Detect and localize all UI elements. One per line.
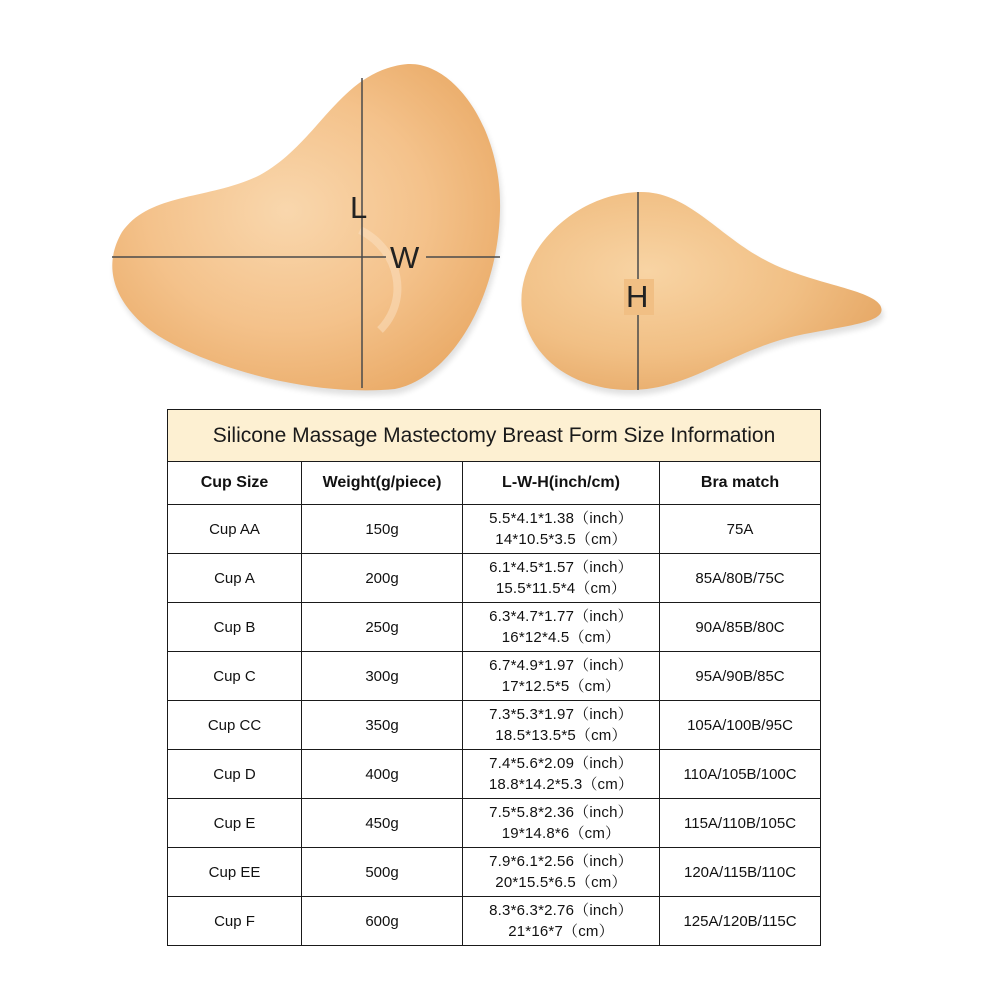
bra-match-cell: 85A/80B/75C bbox=[660, 554, 821, 603]
bra-match-cell: 75A bbox=[660, 505, 821, 554]
weight-cell: 250g bbox=[302, 603, 463, 652]
weight-cell: 200g bbox=[302, 554, 463, 603]
table-row bbox=[168, 652, 821, 701]
breast-form-side-view bbox=[521, 192, 883, 395]
table-row bbox=[168, 603, 821, 652]
dimensions-inch: 8.3*6.3*2.76（inch） bbox=[489, 902, 633, 919]
weight-cell: 150g bbox=[302, 505, 463, 554]
length-label: L bbox=[350, 190, 368, 225]
table-title: Silicone Massage Mastectomy Breast Form Size Information bbox=[168, 410, 821, 462]
dimensions-inch: 7.3*5.3*1.97（inch） bbox=[489, 706, 633, 723]
cup-size-cell: Cup A bbox=[168, 554, 302, 603]
height-label: H bbox=[626, 279, 649, 314]
table-row bbox=[168, 897, 821, 946]
bra-match-cell: 105A/100B/95C bbox=[660, 701, 821, 750]
header-weight: Weight(g/piece) bbox=[302, 462, 463, 505]
bra-match-cell: 125A/120B/115C bbox=[660, 897, 821, 946]
dimensions-inch: 6.1*4.5*1.57（inch） bbox=[489, 559, 633, 576]
cup-size-cell: Cup EE bbox=[168, 848, 302, 897]
bra-match-cell: 110A/105B/100C bbox=[660, 750, 821, 799]
dimensions-inch: 7.5*5.8*2.36（inch） bbox=[489, 804, 633, 821]
header-bra-match: Bra match bbox=[660, 462, 821, 505]
dimensions-cell bbox=[463, 750, 660, 799]
dimensions-cm: 16*12*4.5（cm） bbox=[501, 629, 621, 646]
cup-size-cell: Cup F bbox=[168, 897, 302, 946]
weight-cell: 450g bbox=[302, 799, 463, 848]
dimensions-inch: 5.5*4.1*1.38（inch） bbox=[489, 510, 633, 527]
table-row bbox=[168, 701, 821, 750]
dimensions-cell bbox=[463, 701, 660, 750]
dimensions-cell bbox=[463, 652, 660, 701]
dimensions-cm: 14*10.5*3.5（cm） bbox=[495, 531, 627, 548]
weight-cell: 500g bbox=[302, 848, 463, 897]
weight-cell: 600g bbox=[302, 897, 463, 946]
dimensions-inch: 7.4*5.6*2.09（inch） bbox=[489, 755, 633, 772]
weight-cell: 350g bbox=[302, 701, 463, 750]
cup-size-cell: Cup AA bbox=[168, 505, 302, 554]
bra-match-cell: 120A/115B/110C bbox=[660, 848, 821, 897]
cup-size-cell: Cup CC bbox=[168, 701, 302, 750]
dimensions-cm: 20*15.5*6.5（cm） bbox=[495, 874, 627, 891]
dimensions-cm: 19*14.8*6（cm） bbox=[501, 825, 621, 842]
table-row bbox=[168, 848, 821, 897]
width-label: W bbox=[390, 240, 420, 275]
dimensions-cell bbox=[463, 848, 660, 897]
dimensions-cm: 21*16*7（cm） bbox=[508, 923, 614, 940]
dimensions-cm: 18.8*14.2*5.3（cm） bbox=[488, 776, 634, 793]
dimensions-cell bbox=[463, 505, 660, 554]
dimensions-inch: 6.7*4.9*1.97（inch） bbox=[489, 657, 633, 674]
header-cup-size: Cup Size bbox=[168, 462, 302, 505]
dimensions-cell bbox=[463, 799, 660, 848]
cup-size-cell: Cup E bbox=[168, 799, 302, 848]
bra-match-cell: 115A/110B/105C bbox=[660, 799, 821, 848]
size-information-table bbox=[167, 409, 821, 946]
dimensions-cell bbox=[463, 897, 660, 946]
product-illustration bbox=[0, 0, 1000, 410]
cup-size-cell: Cup B bbox=[168, 603, 302, 652]
dimensions-cm: 18.5*13.5*5（cm） bbox=[495, 727, 627, 744]
weight-cell: 400g bbox=[302, 750, 463, 799]
bra-match-cell: 95A/90B/85C bbox=[660, 652, 821, 701]
cup-size-cell: Cup C bbox=[168, 652, 302, 701]
dimensions-cell bbox=[463, 554, 660, 603]
dimensions-cell bbox=[463, 603, 660, 652]
dimensions-inch: 7.9*6.1*2.56（inch） bbox=[489, 853, 633, 870]
breast-form-front-view bbox=[112, 64, 502, 395]
bra-match-cell: 90A/85B/80C bbox=[660, 603, 821, 652]
dimensions-inch: 6.3*4.7*1.77（inch） bbox=[489, 608, 633, 625]
table-row bbox=[168, 799, 821, 848]
table-row bbox=[168, 505, 821, 554]
dimensions-cm: 17*12.5*5（cm） bbox=[501, 678, 621, 695]
table-row bbox=[168, 750, 821, 799]
cup-size-cell: Cup D bbox=[168, 750, 302, 799]
dimensions-cm: 15.5*11.5*4（cm） bbox=[495, 580, 627, 597]
weight-cell: 300g bbox=[302, 652, 463, 701]
table-row bbox=[168, 554, 821, 603]
header-dimensions: L-W-H(inch/cm) bbox=[463, 462, 660, 505]
